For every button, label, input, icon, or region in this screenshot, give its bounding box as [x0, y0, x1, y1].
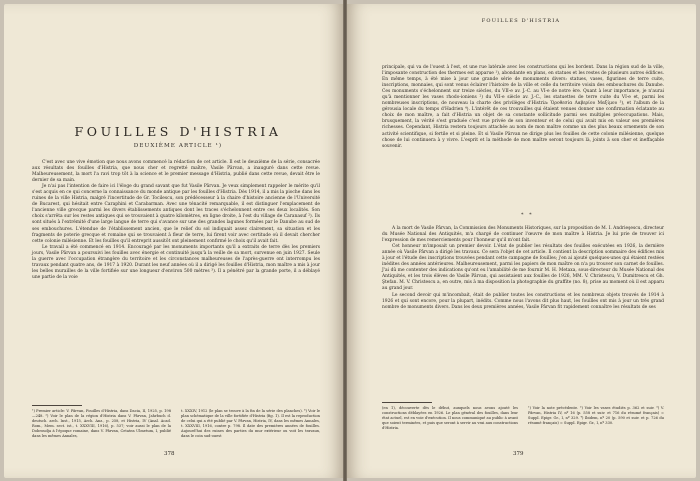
- section-ornament: * *: [521, 212, 534, 218]
- footnote-column: ¹) Premier article: V. Pârvan, Fouilles d'Histria, dans Dacia, II, 1925, p. 198—248. ²) Voir le plan de la région d'Histria dans V. Pârvan, Jahrbuch d. deutsch. arch. Inst., 1915, Arch. Anz., p. 258, et Histria, IV (Anal. Acad. Rom., Mem. sect. ist., t. XXXVIII, 1916), p. 537; voir aussi le plan de la Dobroudja à l'époque romaine, dans V. Pârvan, Cetatea Ulmetum, I, publié dans les mêmes Annales,: [32, 409, 171, 438]
- right-paragraph: Le second devoir qui m'incombait, était de publier toutes les constructions et les nombreux objets trouvés de 1914 à 1926 et qui sont encore, pour la plupart, inédits. Comme nous l'avons dit plus haut, les fouilles ont mis à jour un très grand nombre de monuments divers. Dans les deux premières années, Vasile Pârvan fit rapidement connaître les résultats de ses: [382, 292, 664, 310]
- footnote-rule: [32, 405, 82, 406]
- left-paragraph: Le travail a été commencé en 1914. Encouragé par les monuments importants qu'il a extraits de terre dès les premiers jours, Vasile Pârvan a poursuivi les fouilles avec énergie et continuité jusqu'à la veille de sa mort, survenue en juin 1927. Seule la guerre avec l'occupation étrangère du territoire et les circonstances malheureuses de l'après-guerre ont interrompu les travaux pendant quatre ans, de 1917 à 1920. Durant les neuf années où il a dirigé les fouilles d'Histria, mon maître a mis à jour les belles murailles de la ville fortifiée sur une longueur d'environ 500 mètres ³). Il a pénétré par la grande porte, il a déblayé une partie de la voie: [32, 244, 320, 280]
- book-gutter: [343, 0, 347, 481]
- right-page: [346, 4, 696, 478]
- right-body-text-bottom: [382, 226, 664, 311]
- article-subtitle: DEUXIÈME ARTICLE ¹): [133, 143, 223, 149]
- article-title: FOUILLES D'HISTRIA: [74, 124, 282, 139]
- right-footnotes: [382, 406, 664, 442]
- footnote-column: (en 1), découverte dès le début, auxquels nous avons ajouté les constructions déblayées en 1926. Le plan général des fouilles, dans leur état actuel, est en voie d'exécution. Il nous communiqué au public à avant que soient terminées, et puis que seront à servir au vrai aux constructions d'Histria.: [382, 406, 518, 430]
- left-page: [4, 4, 344, 478]
- left-footnotes: [32, 409, 320, 445]
- page-number: 379: [513, 451, 524, 457]
- running-head: FOUILLES D'HISTRIA: [481, 18, 561, 24]
- footnote-rule: [382, 402, 432, 403]
- right-paragraph: principale, qui va de l'ouest à l'est, et une rue latérale avec les constructions qui les bordent. Dans la région sud de la ville, l'imposante construction des thermes est apparue ¹), abondante en plans, en statues et les restes de plusieurs autres édifices. En même temps, à été mise à jour une grande série de monuments divers: statues, vases, figurines de terre cuite, inscriptions, monnaies, qui sont venus éclairer l'histoire de la ville et celle du territoire voisin des embouchures du Danube. Ces monuments s'échelonnent sur treize siècles, du VII-e av. J.-C. au VI-e de notre ère. Quant à leur importance, je n'aurai qu'à mentionner les vases rhodo-ioniens ²) du VII-e siècle av. J.-C., les statuettes de terre cuite du VI-e et, parmi les nombreuses inscriptions, de nouveau la charte des privilèges d'Histria: Ὁροθεσία Λαβερίου Μαξίμου ³), et l'album de la gérousia locale du temps d'Hadrien ⁴). L'intérêt de ces trouvailles qui étaient venues donner une confirmation éclatante au choix de mon maître, a fait d'Histria un objet de sa constante sollicitude parmi ses multiples préoccupations. Mais, brusquement, la vérité s'est graduée c'est vue privée de son inventeur et de celui qui avait mis en valeur ses premières richesses. Cependant, Histria restera toujours attachée au nom de mon maître comme un des plus beaux ornements de son activité scientifique, si fertile et si pleine. Et si Vasile Pârvan ne dirige plus les fouilles de cette colonie milésienne, quelque chose de lui continuera à y vivre. L'esprit et la méthode de mon maître seront toujours là, joints à son cher et ineffaçable souvenir.: [382, 65, 664, 149]
- footnote-column: t. XXXIV, 1912 (le plan se trouve à la fin de la série des planches). ³) Voir le plan schématique de la ville fortifiée d'Histria (fig. 1). Il est la reproduction de celui qui a été publié par V. Pârvan, Histria, IV, dans les mêmes Annales, t. XXXVIII, 1916, contre p. 798. Il date des premières années de fouilles. Aujourd'hui des ruines des parties du mur extérieur ou voit les travaux, dans le coin sud-ouest: [181, 409, 320, 438]
- right-paragraph: A la mort de Vasile Pârvan, la Commission des Monuments Historiques, sur la proposition de M. I. Andrieşescu, directeur du Musée National des Antiquités, m'a chargé de continuer l'œuvre de mon maître à Histria. Je lui prie de trouver ici l'expression de mes remerciements pour l'honneur qu'il m'ont fait.: [382, 226, 664, 244]
- left-paragraph: C'est avec une vive émotion que nous avons commencé la rédaction de cet article. Il est le deuxième de la série, consacrée aux résultats des fouilles d'Histria, que nous cher et regretté maître, Vasile Pârvan, a inauguré dans cette revue. Malheureusement, la mort l'a ravi trop tôt à la science et le premier message d'Histria, publié dans cette revue, devait être le dernier de sa main.: [32, 160, 320, 184]
- left-body-text: [32, 160, 320, 281]
- right-paragraph: Cet honneur m'imposait un premier devoir. L'état de publier les résultats des fouilles exécutées en 1926, la dernière année où Vasile Pârvan a dirigé les travaux. Ce sera l'objet de cet article. Il contient la description sommaire des édifices mis à jour et l'étude des inscriptions trouvées pendant cette campagne de fouilles; j'en ai ajouté quelques-unes qui étaient restées inédites des années antérieures. Malheureusement, parmi les papiers de mon maître on n'a pu trouver son carnet de fouilles. J'ai dû me contenter des indications qu'ont eu l'amabilité de me fournir M. H. Metaxa, sous-directeur du Musée National des Antiquités, et les trois élèves de Vasile Pârvan, qui assistaient aux fouilles de 1926, MM. V. Christescu, V. Dumitrescu et Gh. Ştefan. M. V. Christescu a, en outre, mis à ma disposition la photographie du graffite (no. 8), prise au moment où il est apparu au grand jour.: [382, 244, 664, 292]
- right-body-text-top: [382, 65, 664, 150]
- left-paragraph: Je n'ai pas l'intention de faire ici l'éloge du grand savant que fut Vasile Pârvan. Je veux simplement rappeler le mérite qu'il s'est acquis en ce qui concerne la connaissance du monde antique par les fouilles d'Histria. Dès 1914, il a mis la pioche dans les ruines de la ville Histria, malgré l'incertitude de Gr. Tocilescu, son prédécesseur à la chaire d'histoire ancienne de l'Université de Bucarest, qui hésitait entre Caraphini et Carabarman. Avec une ténacité remarquable, il est distinguer l'emplacement de l'ancienne ville grecque parmi les divers établissements antiques dont les traces s'échelonnent entre ces deux localités. Son choix s'arrêta sur les restes antiques qui se trouvaient à quatre kilomètres, en ligne droite, à l'est du village de Caranasuf ²). Ils sont situés à l'extrémité d'une large langue de terre qui s'avance sur une des grandes lagunes formées par le Danube au sud de ses embouchures. L'étendue de l'établissement ancien, que le relief du sol indiquait assez clairement, sa situation et les fragments de poterie grecque et romaine qui se trouvaient à fleur de terre, lui firent voir avec certitude où il devait chercher cette colonie milésienne. Et les fouilles qu'il entreprit aussitôt ont pleinement confirmé le choix qu'il avait fait.: [32, 184, 320, 244]
- page-number: 378: [164, 451, 175, 457]
- footnote-column: ¹) Voir la note précédente. ²) Voir les vases étudiés p. 362 et suiv. ³) V. Pârvan, Histria IV, nº 16 (p. 558 et suiv. et 716 du résumé français) = Suppl. Epigr. Gr., I, nº 329. ⁴) Ibidem, nº 20 (p. 590 et suiv. et p. 726 du résumé français) = Suppl. Epigr. Gr., I, nº 330.: [528, 406, 664, 425]
